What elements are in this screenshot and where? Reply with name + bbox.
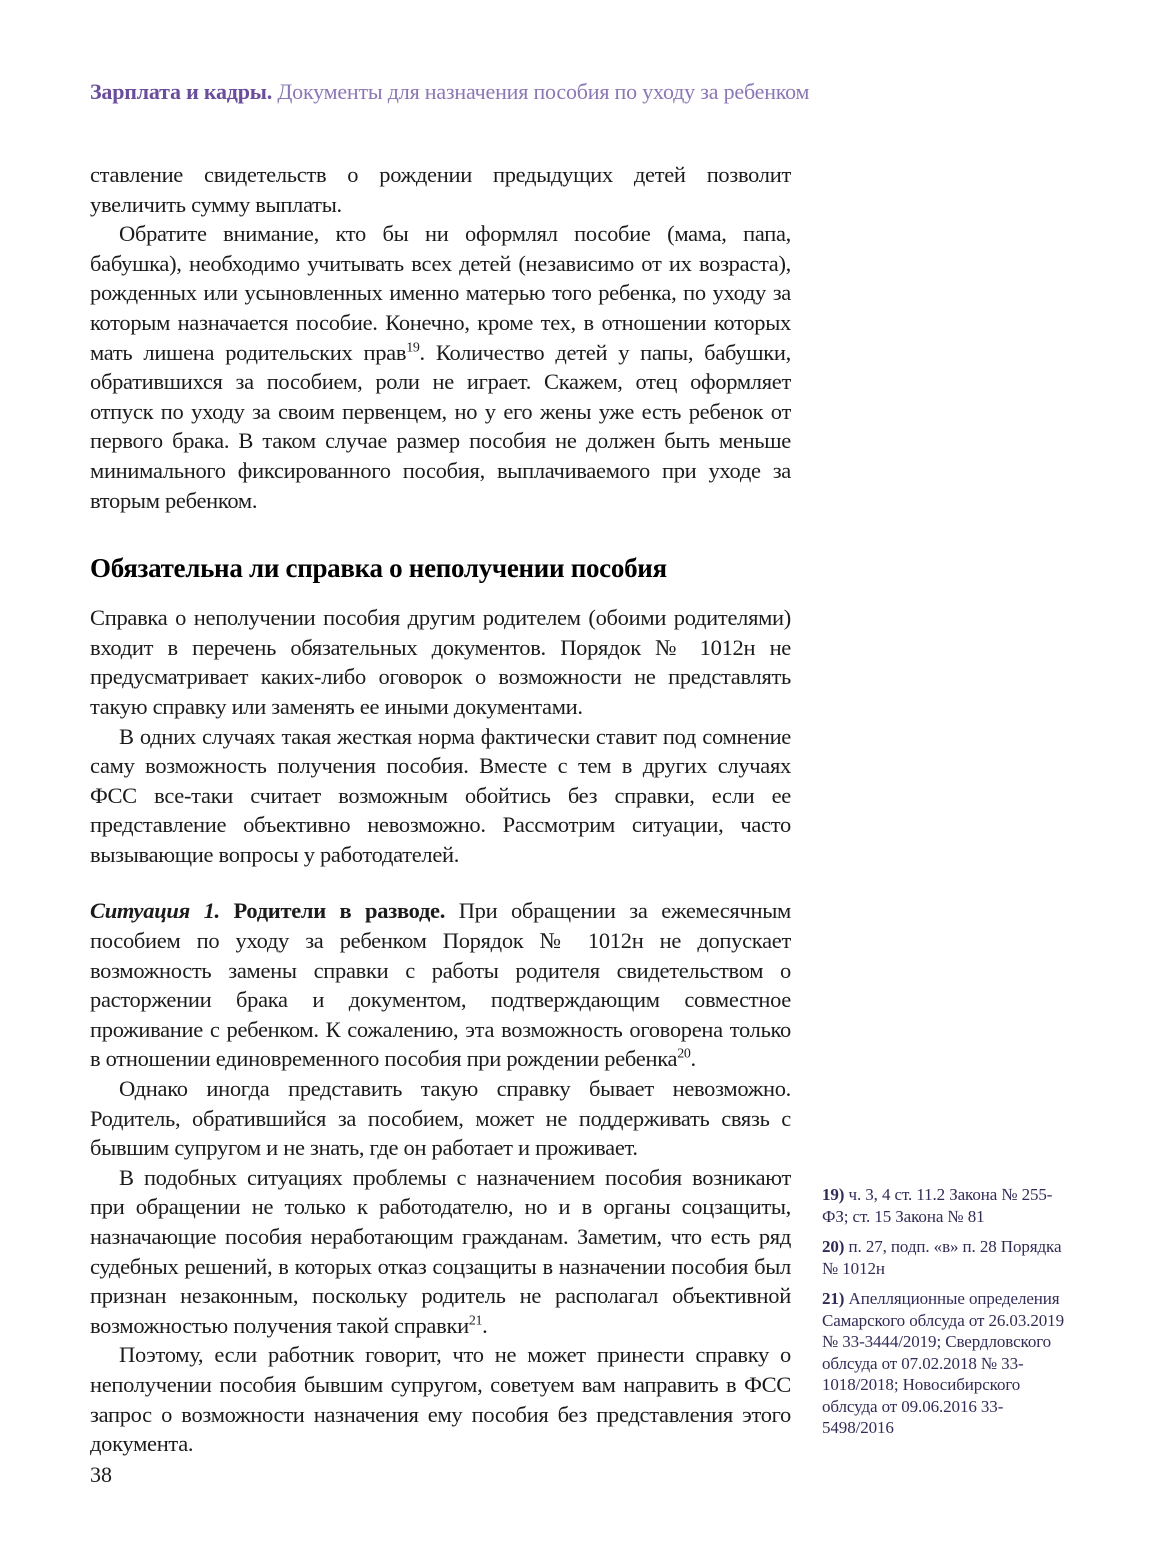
paragraph-text: Родители в разводе.: [233, 898, 459, 924]
paragraph-text: Справка о неполучении пособия другим родителем (обоими родителями) входит в перечень обязательных документов. Порядок № 1012н не предусматривает каких-либо оговорок о возможности не представлять такую справку или заменять ее иными документами.: [90, 605, 791, 719]
paragraph-text: .: [690, 1046, 696, 1072]
article-body: [90, 160, 791, 1459]
paragraph-text: Однако иногда представить такую справку бывает невозможно. Родитель, обратившийся за пособием, может не поддерживать связь с бывшим супругом и не знать, где он работает и проживает.: [90, 1076, 791, 1161]
paragraph: [90, 1163, 791, 1341]
magazine-section-title: Зарплата и кадры.: [90, 79, 273, 104]
paragraph: [90, 1074, 791, 1163]
paragraph-text: Поэтому, если работник говорит, что не может принести справку о неполучении пособия бывшим супругом, советуем вам направить в ФСС запрос о возможности назначения ему пособия без представления этого документа.: [90, 1342, 791, 1457]
paragraph: [90, 722, 791, 870]
footnote-reference: 19: [406, 340, 420, 356]
footnote-text: ч. 3, 4 ст. 11.2 Закона № 255-ФЗ; ст. 15 Закона № 81: [822, 1185, 1053, 1226]
footnote-text: Апелляционные определения Самарского облсуда от 26.03.2019 № 33-3444/2019; Свердловского облсуда от 07.02.2018 № 33-1018/2018; Новосибирского облсуда от 09.06.2016 33-5498/2016: [822, 1289, 1064, 1437]
paragraph: [90, 1340, 791, 1458]
running-head: [90, 78, 1080, 106]
paragraph-text: В подобных ситуациях проблемы с назначением пособия возникают при обращении не только к работодателю, но и в органы соцзащиты, назначающие пособия неработающим гражданам. Заметим, что есть ряд судебных решений, в которых отказ соцзащиты в назначении пособия был признан незаконным, поскольку родитель не располагал объективной возможностью получения такой справки: [90, 1164, 791, 1338]
paragraph-text: В одних случаях такая жесткая норма фактически ставит под сомнение саму возможность получения пособия. Вместе с тем в других случаях ФСС все-таки считает возможным обойтись без справки, если ее представление объективно невозможно. Рассмотрим ситуации, часто вызывающие вопросы у работодателей.: [90, 723, 791, 867]
page-number: 38: [90, 1462, 112, 1487]
paragraph-text: .: [482, 1312, 488, 1338]
footnote-reference: 20: [677, 1046, 691, 1062]
footnote: [822, 1288, 1072, 1439]
paragraph: [90, 160, 791, 219]
footnote-text: п. 27, подп. «в» п. 28 Порядка № 1012н: [822, 1237, 1062, 1278]
paragraph-text: Ситуация 1.: [90, 898, 234, 924]
footnote-reference: 21: [468, 1313, 483, 1329]
paragraph: [90, 219, 791, 515]
margin-footnotes: [822, 1184, 1072, 1448]
paragraph-text: Обратите внимание, кто бы ни оформлял пособие (мама, папа, бабушка), необходимо учитывать всех детей (независимо от их возраста), рожденных или усыновленных именно матерью того ребенка, по уходу за которым назначается пособие. Конечно, кроме тех, в отношении которых мать лишена родительских прав: [90, 221, 791, 365]
paragraph: [90, 603, 791, 721]
footnote-number: 20): [822, 1237, 845, 1256]
footnote: [822, 1236, 1072, 1279]
paragraph-text: . Количество детей у папы, бабушки, обратившихся за пособием, роли не играет. Скажем, отец оформляет отпуск по уходу за своим первенцем, но у его жены уже есть ребенок от первого брака. В таком случае размер пособия не должен быть меньше минимального фиксированного пособия, выплачиваемого при уходе за вторым ребенком.: [90, 339, 791, 513]
footnote-number: 19): [822, 1185, 845, 1204]
article-rubric-title: Документы для назначения пособия по уходу за ребенком: [272, 79, 810, 104]
paragraph: [90, 896, 791, 1074]
footnote: [822, 1184, 1072, 1227]
paragraph-text: ставление свидетельств о рождении предыдущих детей позволит увеличить сумму выплаты.: [90, 162, 791, 217]
paragraph-text: При обращении за ежемесячным пособием по уходу за ребенком Порядок № 1012н не допускает возможность замены справки с работы родителя свидетельством о расторжении брака и документом, подтверждающим совместное проживание с ребенком. К сожалению, эта возможность оговорена только в отношении единовременного пособия при рождении ребенка: [90, 898, 791, 1072]
section-heading: Обязательна ли справка о неполучении пособия: [90, 553, 667, 584]
footnote-number: 21): [822, 1289, 845, 1308]
